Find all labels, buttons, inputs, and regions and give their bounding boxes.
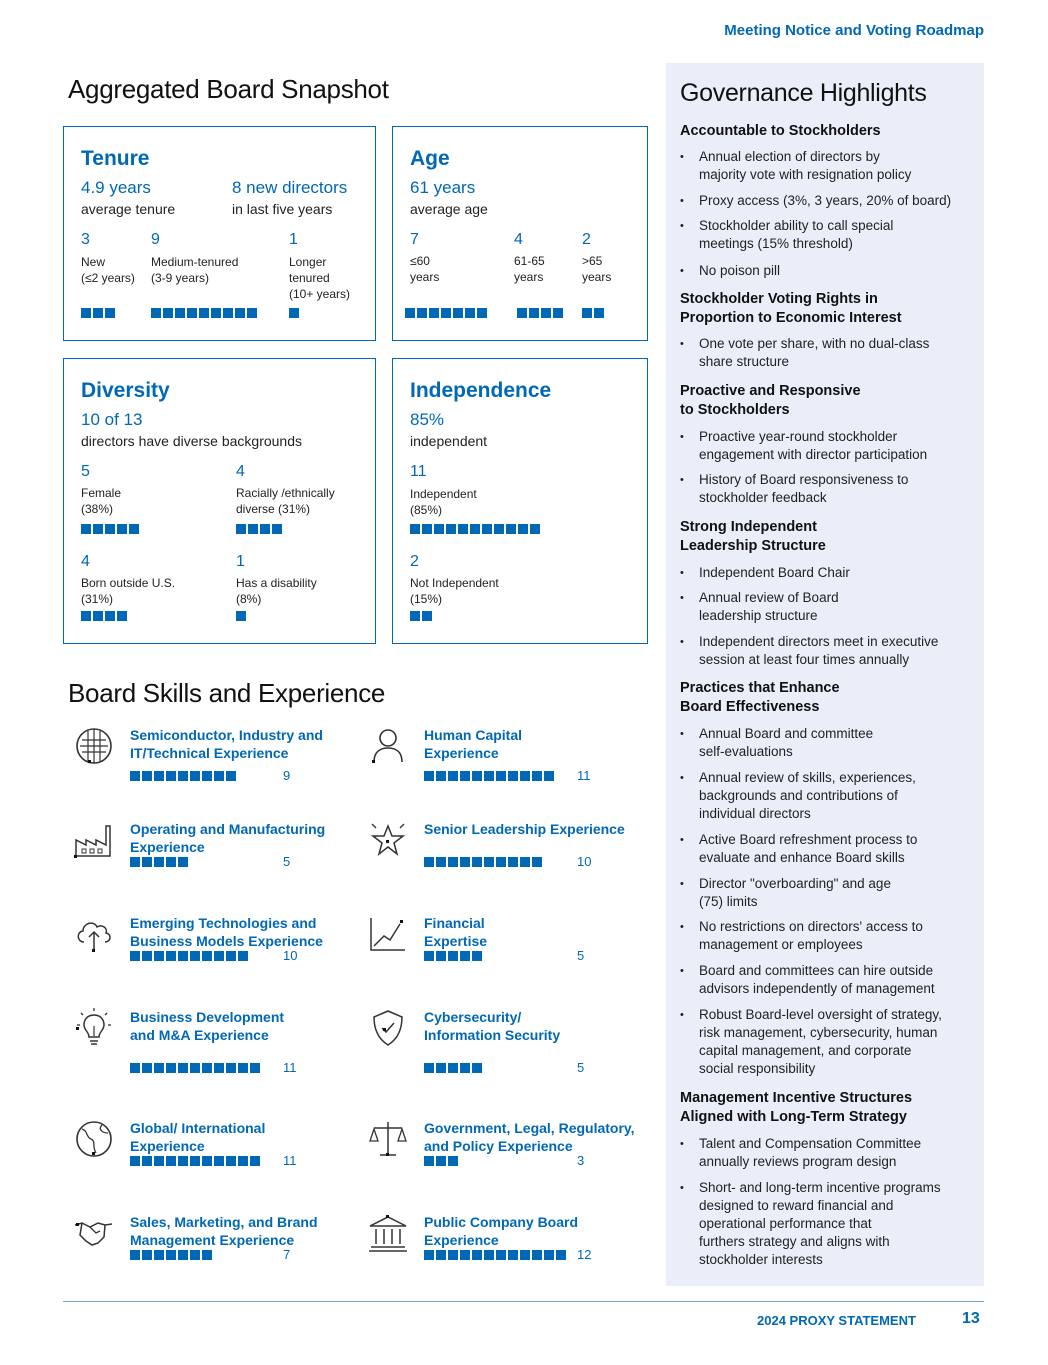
age-61-65-count: 4: [514, 231, 523, 248]
bar-square: [496, 857, 506, 867]
snapshot-title: Aggregated Board Snapshot: [68, 74, 389, 104]
governance-heading: Stockholder Voting Rights in Proportion to Economic Interest: [680, 291, 902, 326]
bar-square: [429, 308, 439, 318]
tenure-new-label: New (≤2 years): [81, 255, 135, 285]
bar-square: [117, 524, 127, 534]
born-outside-bar: [81, 611, 127, 621]
bar-square: [482, 524, 492, 534]
bar-square: [236, 611, 246, 621]
bar-square: [226, 771, 236, 781]
bar-square: [238, 951, 248, 961]
bar-square: [130, 1156, 140, 1166]
bar-square: [582, 308, 592, 318]
person-icon: [366, 724, 410, 768]
independence-title: Independence: [410, 379, 552, 402]
skill-title: Cybersecurity/ Information Security: [424, 1009, 561, 1043]
tenure-medium-label: Medium-tenured (3-9 years): [151, 255, 239, 285]
bar-square: [410, 611, 420, 621]
bar-square: [436, 857, 446, 867]
skill-count: 11: [577, 768, 591, 783]
bar-square: [151, 308, 161, 318]
globe-icon: [72, 1117, 116, 1161]
bar-square: [199, 308, 209, 318]
bar-square: [470, 524, 480, 534]
diversity-title: Diversity: [81, 379, 170, 402]
bar-square: [422, 524, 432, 534]
bar-square: [460, 1250, 470, 1260]
bar-square: [448, 1250, 458, 1260]
governance-bullet: • One vote per share, with no dual-class share structure: [680, 335, 976, 371]
governance-bullet: • Annual Board and committee self-evaluations: [680, 725, 976, 761]
governance-bullet: • No poison pill: [680, 262, 976, 280]
bar-square: [226, 1063, 236, 1073]
lightbulb-icon: [72, 1006, 116, 1050]
age-under60-label: ≤60 years: [410, 254, 440, 284]
skill-bar: [130, 771, 236, 781]
independent-label: Independent (85%): [410, 487, 477, 517]
disability-count: 1: [236, 553, 245, 570]
governance-bullet: • Short- and long-term incentive programs designed to reward financial and operational performance that furthers strategy and aligns with stockholder interests: [680, 1179, 976, 1269]
bar-square: [446, 524, 456, 534]
bar-square: [260, 524, 270, 534]
skill-title: Operating and Manufacturing Experience: [130, 821, 326, 855]
skill-count: 11: [283, 1153, 297, 1168]
bar-square: [178, 951, 188, 961]
trend-chart-icon: [366, 912, 410, 956]
bar-square: [544, 1250, 554, 1260]
bar-square: [496, 1250, 506, 1260]
factory-icon: [72, 818, 116, 862]
bar-square: [436, 771, 446, 781]
bar-square: [417, 308, 427, 318]
bar-square: [214, 1063, 224, 1073]
scales-icon: [366, 1117, 410, 1161]
bar-square: [178, 771, 188, 781]
bar-square: [166, 857, 176, 867]
shield-check-icon: [366, 1006, 410, 1050]
bar-square: [272, 524, 282, 534]
age-title: Age: [410, 147, 450, 170]
bar-square: [472, 771, 482, 781]
bar-square: [154, 771, 164, 781]
bar-square: [250, 1156, 260, 1166]
skill-title: Financial Expertise: [424, 915, 488, 949]
bar-square: [520, 771, 530, 781]
bar-square: [81, 308, 91, 318]
bar-square: [238, 1063, 248, 1073]
governance-bullet: • Annual election of directors by majority vote with resignation policy: [680, 148, 976, 184]
governance-bullet: • Annual review of Board leadership structure: [680, 589, 976, 625]
bar-square: [436, 1063, 446, 1073]
tenure-new-bar: [81, 308, 115, 318]
bar-square: [518, 524, 528, 534]
bar-square: [130, 1063, 140, 1073]
bar-square: [211, 308, 221, 318]
bar-square: [434, 524, 444, 534]
skill-title: Public Company Board Experience: [424, 1214, 579, 1248]
bar-square: [422, 611, 432, 621]
bar-square: [460, 1063, 470, 1073]
bar-square: [105, 524, 115, 534]
bar-square: [190, 951, 200, 961]
bar-square: [154, 857, 164, 867]
tenure-average-label: average tenure: [81, 201, 176, 217]
bar-square: [520, 1250, 530, 1260]
bar-square: [130, 857, 140, 867]
bar-square: [105, 611, 115, 621]
footer-label: 2024 PROXY STATEMENT: [757, 1313, 916, 1328]
skill-bar: [130, 1250, 212, 1260]
skill-title: Sales, Marketing, and Brand Management Experience: [130, 1214, 318, 1248]
female-label: Female (38%): [81, 486, 122, 516]
governance-bullet: • Active Board refreshment process to evaluate and enhance Board skills: [680, 831, 976, 867]
governance-heading: Proactive and Responsive to Stockholders: [680, 383, 861, 418]
bar-square: [448, 1063, 458, 1073]
tenure-average-value: 4.9 years: [81, 178, 151, 197]
bar-square: [154, 1156, 164, 1166]
bar-square: [472, 857, 482, 867]
racially-diverse-label: Racially /ethnically diverse (31%): [236, 486, 335, 516]
bar-square: [460, 857, 470, 867]
governance-bullet: • Director "overboarding" and age (75) limits: [680, 875, 976, 911]
chip-icon: [72, 724, 116, 768]
bar-square: [460, 951, 470, 961]
tenure-longer-bar: [289, 308, 299, 318]
tenure-medium-bar: [151, 308, 257, 318]
skill-count: 5: [577, 948, 585, 963]
bar-square: [424, 857, 434, 867]
governance-bullet: • Robust Board-level oversight of strategy, risk management, cybersecurity, human capital management, and corporate social responsibility: [680, 1006, 976, 1078]
bar-square: [484, 771, 494, 781]
age-under60-bar: [405, 308, 487, 318]
tenure-card: [63, 126, 376, 341]
bar-square: [458, 524, 468, 534]
bar-square: [594, 308, 604, 318]
age-over65-bar: [582, 308, 604, 318]
footer-divider: [63, 1301, 984, 1302]
skill-bar: [424, 771, 554, 781]
bar-square: [166, 1063, 176, 1073]
bar-square: [405, 308, 415, 318]
bar-square: [529, 308, 539, 318]
skill-bar: [130, 1063, 260, 1073]
bar-square: [93, 308, 103, 318]
skill-count: 5: [283, 854, 291, 869]
bar-square: [532, 1250, 542, 1260]
bar-square: [424, 951, 434, 961]
independent-bar: [410, 524, 540, 534]
bar-square: [494, 524, 504, 534]
bar-square: [129, 524, 139, 534]
bar-square: [465, 308, 475, 318]
diversity-card: [63, 358, 376, 644]
bar-square: [448, 857, 458, 867]
bar-square: [520, 857, 530, 867]
bar-square: [226, 1156, 236, 1166]
governance-heading: Management Incentive Structures Aligned with Long-Term Strategy: [680, 1090, 913, 1125]
bar-square: [163, 308, 173, 318]
bar-square: [178, 1063, 188, 1073]
bar-square: [448, 1156, 458, 1166]
skill-bar: [130, 951, 248, 961]
bar-square: [142, 1250, 152, 1260]
bar-square: [410, 524, 420, 534]
skills-title: Board Skills and Experience: [68, 678, 386, 708]
racially-diverse-count: 4: [236, 463, 245, 480]
skill-title: Emerging Technologies and Business Models Experience: [130, 915, 323, 949]
diversity-stat-label: directors have diverse backgrounds: [81, 433, 303, 449]
disability-label: Has a disability (8%): [236, 576, 317, 606]
bar-square: [436, 951, 446, 961]
bar-square: [532, 857, 542, 867]
bar-square: [166, 1250, 176, 1260]
age-over65-count: 2: [582, 231, 591, 248]
bar-square: [424, 771, 434, 781]
section-title: Meeting Notice and Voting Roadmap: [724, 22, 984, 39]
bar-square: [226, 951, 236, 961]
skill-count: 10: [577, 854, 592, 869]
not-independent-label: Not Independent (15%): [410, 576, 499, 606]
bar-square: [130, 1250, 140, 1260]
bar-square: [142, 771, 152, 781]
skill-title: Semiconductor, Industry and IT/Technical Experience: [130, 727, 323, 761]
bar-square: [187, 308, 197, 318]
age-average-label: average age: [410, 201, 488, 217]
bar-square: [436, 1156, 446, 1166]
bar-square: [154, 951, 164, 961]
bar-square: [289, 308, 299, 318]
bar-square: [175, 308, 185, 318]
bar-square: [248, 524, 258, 534]
tenure-longer-label: Longer tenured (10+ years): [289, 255, 351, 301]
skill-count: 12: [577, 1247, 592, 1262]
tenure-longer-count: 1: [289, 231, 298, 248]
cloud-upload-icon: [72, 912, 116, 956]
bar-square: [214, 951, 224, 961]
bar-square: [178, 1250, 188, 1260]
skill-count: 3: [577, 1153, 585, 1168]
bar-square: [223, 308, 233, 318]
bar-square: [472, 1250, 482, 1260]
bar-square: [166, 771, 176, 781]
skill-count: 5: [577, 1060, 585, 1075]
bar-square: [247, 308, 257, 318]
age-card: [392, 126, 648, 341]
skill-bar: [130, 1156, 260, 1166]
bar-square: [508, 771, 518, 781]
new-directors-value: 8 new directors: [232, 178, 348, 197]
not-independent-bar: [410, 611, 432, 621]
bar-square: [517, 308, 527, 318]
independence-stat-value: 85%: [410, 410, 445, 429]
bar-square: [250, 1063, 260, 1073]
bar-square: [81, 611, 91, 621]
bar-square: [424, 1156, 434, 1166]
bar-square: [93, 611, 103, 621]
bar-square: [93, 524, 103, 534]
bar-square: [236, 524, 246, 534]
skill-count: 10: [283, 948, 298, 963]
age-over65-label: >65 years: [582, 254, 612, 284]
governance-bullet: • No restrictions on directors' access to management or employees: [680, 918, 976, 954]
bar-square: [214, 1156, 224, 1166]
tenure-new-count: 3: [81, 231, 90, 248]
independent-count: 11: [410, 463, 427, 480]
new-directors-label: in last five years: [232, 201, 333, 217]
bar-square: [190, 1156, 200, 1166]
skill-title: Business Development and M&A Experience: [130, 1009, 285, 1043]
governance-bullet: • Annual review of skills, experiences, backgrounds and contributions of individual directors: [680, 769, 976, 823]
bar-square: [541, 308, 551, 318]
governance-heading: Accountable to Stockholders: [680, 123, 881, 139]
bar-square: [544, 771, 554, 781]
skill-count: 7: [283, 1247, 291, 1262]
bar-square: [238, 1156, 248, 1166]
female-count: 5: [81, 463, 90, 480]
building-columns-icon: [366, 1211, 410, 1255]
tenure-medium-count: 9: [151, 231, 160, 248]
governance-bullet: • History of Board responsiveness to stockholder feedback: [680, 471, 976, 507]
bar-square: [477, 308, 487, 318]
governance-bullet: • Board and committees can hire outside advisors independently of management: [680, 962, 976, 998]
bar-square: [530, 524, 540, 534]
independence-card: [392, 358, 648, 644]
bar-square: [130, 771, 140, 781]
bar-square: [441, 308, 451, 318]
age-average-value: 61 years: [410, 178, 476, 197]
bar-square: [166, 951, 176, 961]
bar-square: [202, 1063, 212, 1073]
age-61-65-label: 61-65 years: [514, 254, 545, 284]
bar-square: [472, 951, 482, 961]
bar-square: [553, 308, 563, 318]
diversity-stat-value: 10 of 13: [81, 410, 143, 429]
bar-square: [130, 951, 140, 961]
skill-bar: [130, 857, 188, 867]
bar-square: [506, 524, 516, 534]
skill-bar: [424, 1156, 458, 1166]
governance-bullet: • Proxy access (3%, 3 years, 20% of board): [680, 192, 976, 210]
bar-square: [436, 1250, 446, 1260]
bar-square: [424, 1063, 434, 1073]
bar-square: [424, 1250, 434, 1260]
governance-bullet: • Proactive year-round stockholder engagement with director participation: [680, 428, 976, 464]
governance-bullet: • Stockholder ability to call special meetings (15% threshold): [680, 217, 976, 253]
skill-title: Senior Leadership Experience: [424, 821, 625, 837]
bar-square: [460, 771, 470, 781]
racially-diverse-bar: [236, 524, 282, 534]
skill-bar: [424, 857, 542, 867]
born-outside-count: 4: [81, 553, 90, 570]
bar-square: [81, 524, 91, 534]
bar-square: [105, 308, 115, 318]
bar-square: [202, 771, 212, 781]
bar-square: [190, 1063, 200, 1073]
bar-square: [532, 771, 542, 781]
governance-heading: Practices that Enhance Board Effectiveness: [680, 680, 840, 715]
independence-stat-label: independent: [410, 433, 488, 449]
bar-square: [496, 771, 506, 781]
star-icon: [366, 818, 410, 862]
governance-bullet: • Talent and Compensation Committee annually reviews program design: [680, 1135, 976, 1171]
skill-bar: [424, 951, 482, 961]
bar-square: [190, 771, 200, 781]
disability-bar: [236, 611, 246, 621]
bar-square: [117, 611, 127, 621]
bar-square: [154, 1250, 164, 1260]
bar-square: [448, 771, 458, 781]
bar-square: [142, 857, 152, 867]
bar-square: [178, 857, 188, 867]
bar-square: [202, 951, 212, 961]
handshake-icon: [72, 1211, 116, 1255]
bar-square: [142, 1156, 152, 1166]
bar-square: [508, 1250, 518, 1260]
governance-bullet: • Independent Board Chair: [680, 564, 976, 582]
governance-bullet: • Independent directors meet in executive session at least four times annually: [680, 633, 976, 669]
bar-square: [448, 951, 458, 961]
bar-square: [472, 1063, 482, 1073]
skill-title: Human Capital Experience: [424, 727, 523, 761]
skill-bar: [424, 1250, 566, 1260]
skill-bar: [424, 1063, 482, 1073]
bar-square: [214, 771, 224, 781]
bar-square: [154, 1063, 164, 1073]
age-under60-count: 7: [410, 231, 419, 248]
bar-square: [178, 1156, 188, 1166]
bar-square: [142, 1063, 152, 1073]
governance-panel: [666, 63, 984, 1286]
skill-count: 11: [283, 1060, 297, 1075]
bar-square: [556, 1250, 566, 1260]
skill-title: Government, Legal, Regulatory, and Policy Experience: [424, 1120, 635, 1154]
born-outside-label: Born outside U.S. (31%): [81, 576, 176, 606]
age-61-65-bar: [517, 308, 563, 318]
bar-square: [166, 1156, 176, 1166]
page-number: 13: [962, 1310, 980, 1327]
skill-title: Global/ International Experience: [130, 1120, 266, 1154]
female-bar: [81, 524, 139, 534]
bar-square: [142, 951, 152, 961]
bar-square: [202, 1250, 212, 1260]
bar-square: [484, 1250, 494, 1260]
bar-square: [508, 857, 518, 867]
governance-title: Governance Highlights: [680, 79, 927, 107]
tenure-title: Tenure: [81, 147, 150, 170]
governance-heading: Strong Independent Leadership Structure: [680, 519, 826, 554]
bar-square: [235, 308, 245, 318]
bar-square: [453, 308, 463, 318]
skill-count: 9: [283, 768, 291, 783]
bar-square: [484, 857, 494, 867]
not-independent-count: 2: [410, 553, 419, 570]
bar-square: [190, 1250, 200, 1260]
bar-square: [202, 1156, 212, 1166]
